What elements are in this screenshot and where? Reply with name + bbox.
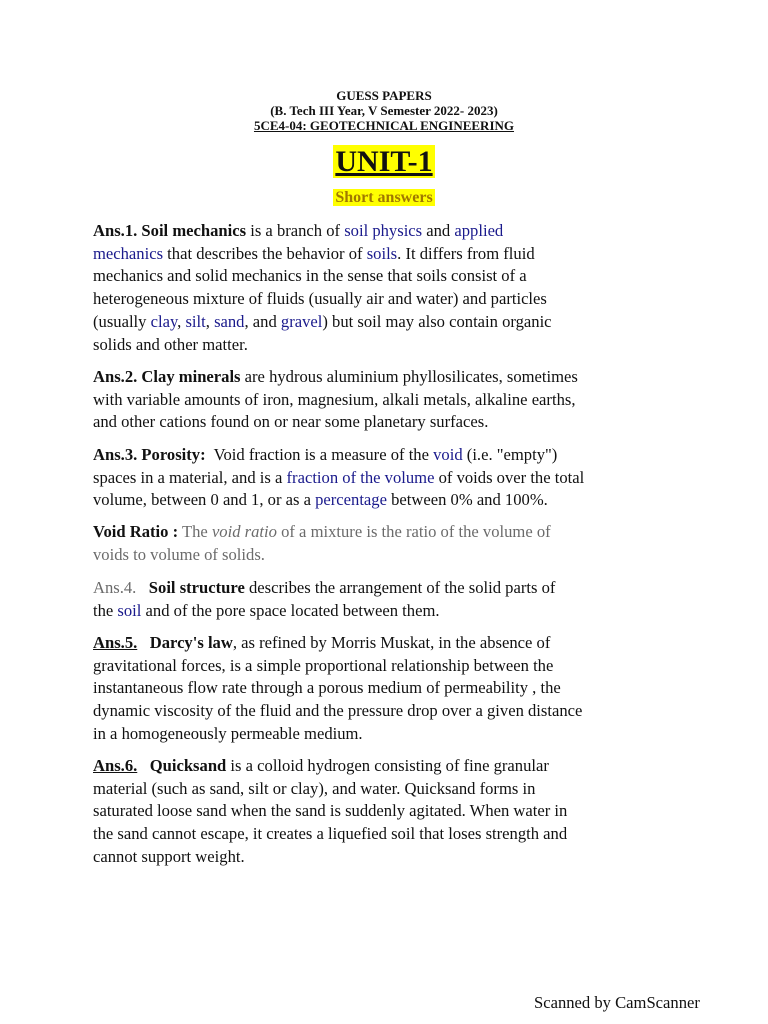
answer-1-text: , [205,311,215,331]
answer-6-text: saturated loose sand when the sand is suddenly agitated. When water in [93,801,568,821]
answer-1-text: . It differs from fluid [397,243,535,263]
answer-5-text: instantaneous flow rate through a porous medium of permeability , the [93,678,561,698]
link-applied[interactable]: applied [454,221,504,240]
answer-6-text: the sand cannot escape, it creates a liquefied soil that loses strength and [93,824,568,844]
answer-2-text: with variable amounts of iron, magnesium, alkali metals, alkaline earths, [93,389,576,409]
header-subject-text: 5CE4-04: GEOTECHNICAL ENGINEERING [253,118,515,133]
answer-1-text: (usually [93,311,151,331]
answer-3-text: Void fraction is a measure of the [205,445,434,464]
answer-2-label: Ans.2. [93,367,138,386]
answer-6-label: Ans.6. [93,756,138,775]
answer-1-text: and [422,221,455,240]
answer-3-text: of voids over the total [434,467,585,487]
answer-5-label: Ans.5. [93,633,138,652]
link-fraction-of-volume[interactable]: fraction of the volume [286,467,435,487]
link-void[interactable]: void [433,445,463,464]
answer-6-text: is a colloid hydrogen consisting of fine granular [226,756,549,775]
answer-6-text: cannot support weight. [93,846,245,866]
answer-2-text: are hydrous aluminium phyllosilicates, sometimes [240,367,578,386]
answer-5-term: Darcy's law [149,633,233,652]
answer-4 [93,577,683,622]
answer-6-term: Quicksand [149,756,227,775]
answer-1-text: that describes the behavior of [163,243,367,263]
void-ratio-label: Void Ratio : [93,522,179,541]
link-clay[interactable]: clay [150,311,178,331]
answer-5-text: dynamic viscosity of the fluid and the pressure drop over a given distance [93,701,583,721]
link-mechanics[interactable]: mechanics [93,243,164,263]
answer-3-text: between 0% and 100%. [386,490,548,510]
header-title: GUESS PAPERS [336,88,432,103]
answer-6 [93,755,683,869]
answer-4-text: describes the arrangement of the solid parts of [244,578,556,597]
answer-1-term: Soil mechanics [141,221,247,240]
answer-5 [93,632,683,746]
void-ratio-text: of a mixture is the ratio of the volume of [276,522,551,541]
answer-1-text: solids and other matter. [93,334,248,354]
answer-1-text: heterogeneous mixture of fluids (usually air and water) and particles [93,289,547,309]
answer-3-label: Ans.3. Porosity: [93,445,206,464]
answer-6-text: material (such as sand, silt or clay), and water. Quicksand forms in [93,778,536,798]
answer-1-text: is a branch of [246,221,345,240]
unit-title: UNIT-1 [335,145,433,178]
link-silt[interactable]: silt [185,311,206,331]
answer-2-text: and other cations found on or near some planetary surfaces. [93,412,489,432]
answer-1-text: mechanics and solid mechanics in the sense that soils consist of a [93,266,527,286]
link-soils[interactable]: soils [366,243,398,263]
answer-3-text: (i.e. "empty") [462,445,558,464]
answer-2 [93,366,683,434]
void-ratio-term: void ratio [211,522,277,541]
answer-1-text: , and [244,311,281,331]
answer-1-text: ) but soil may also contain organic [322,311,552,331]
scanner-footer: Scanned by CamScanner [534,993,700,1012]
answer-5-text: in a homogeneously permeable medium. [93,723,363,743]
link-soil-physics[interactable]: soil physics [344,221,423,240]
header-subject [0,118,768,133]
answer-5-text: , as refined by Morris Muskat, in the absence of [232,633,551,652]
section-heading [0,188,768,208]
link-soil[interactable]: soil [117,600,142,620]
void-ratio-text: The [178,522,212,541]
answer-2-term: Clay minerals [141,367,241,386]
answer-3-text: spaces in a material, and is a [93,467,287,487]
answer-1 [93,220,683,356]
answer-1-label: Ans.1. [93,221,138,240]
link-sand[interactable]: sand [214,311,245,331]
answer-4-label: Ans.4. [93,578,137,597]
answer-4-text: the [93,600,118,620]
answer-4-term: Soil structure [148,578,245,597]
void-ratio-text: voids to volume of solids. [93,544,265,564]
answer-3 [93,444,683,512]
header-course: (B. Tech III Year, V Semester 2022- 2023) [270,103,498,118]
unit-heading [0,144,768,180]
link-percentage[interactable]: percentage [315,490,387,510]
section-title: Short answers [335,189,433,206]
answer-5-text: gravitational forces, is a simple proportional relationship between the [93,655,554,675]
link-gravel[interactable]: gravel [280,311,323,331]
answer-4-text: and of the pore space located between them. [141,600,440,620]
void-ratio [93,521,683,566]
answer-1-text: , [177,311,186,331]
answer-3-text: volume, between 0 and 1, or as a [93,490,316,510]
